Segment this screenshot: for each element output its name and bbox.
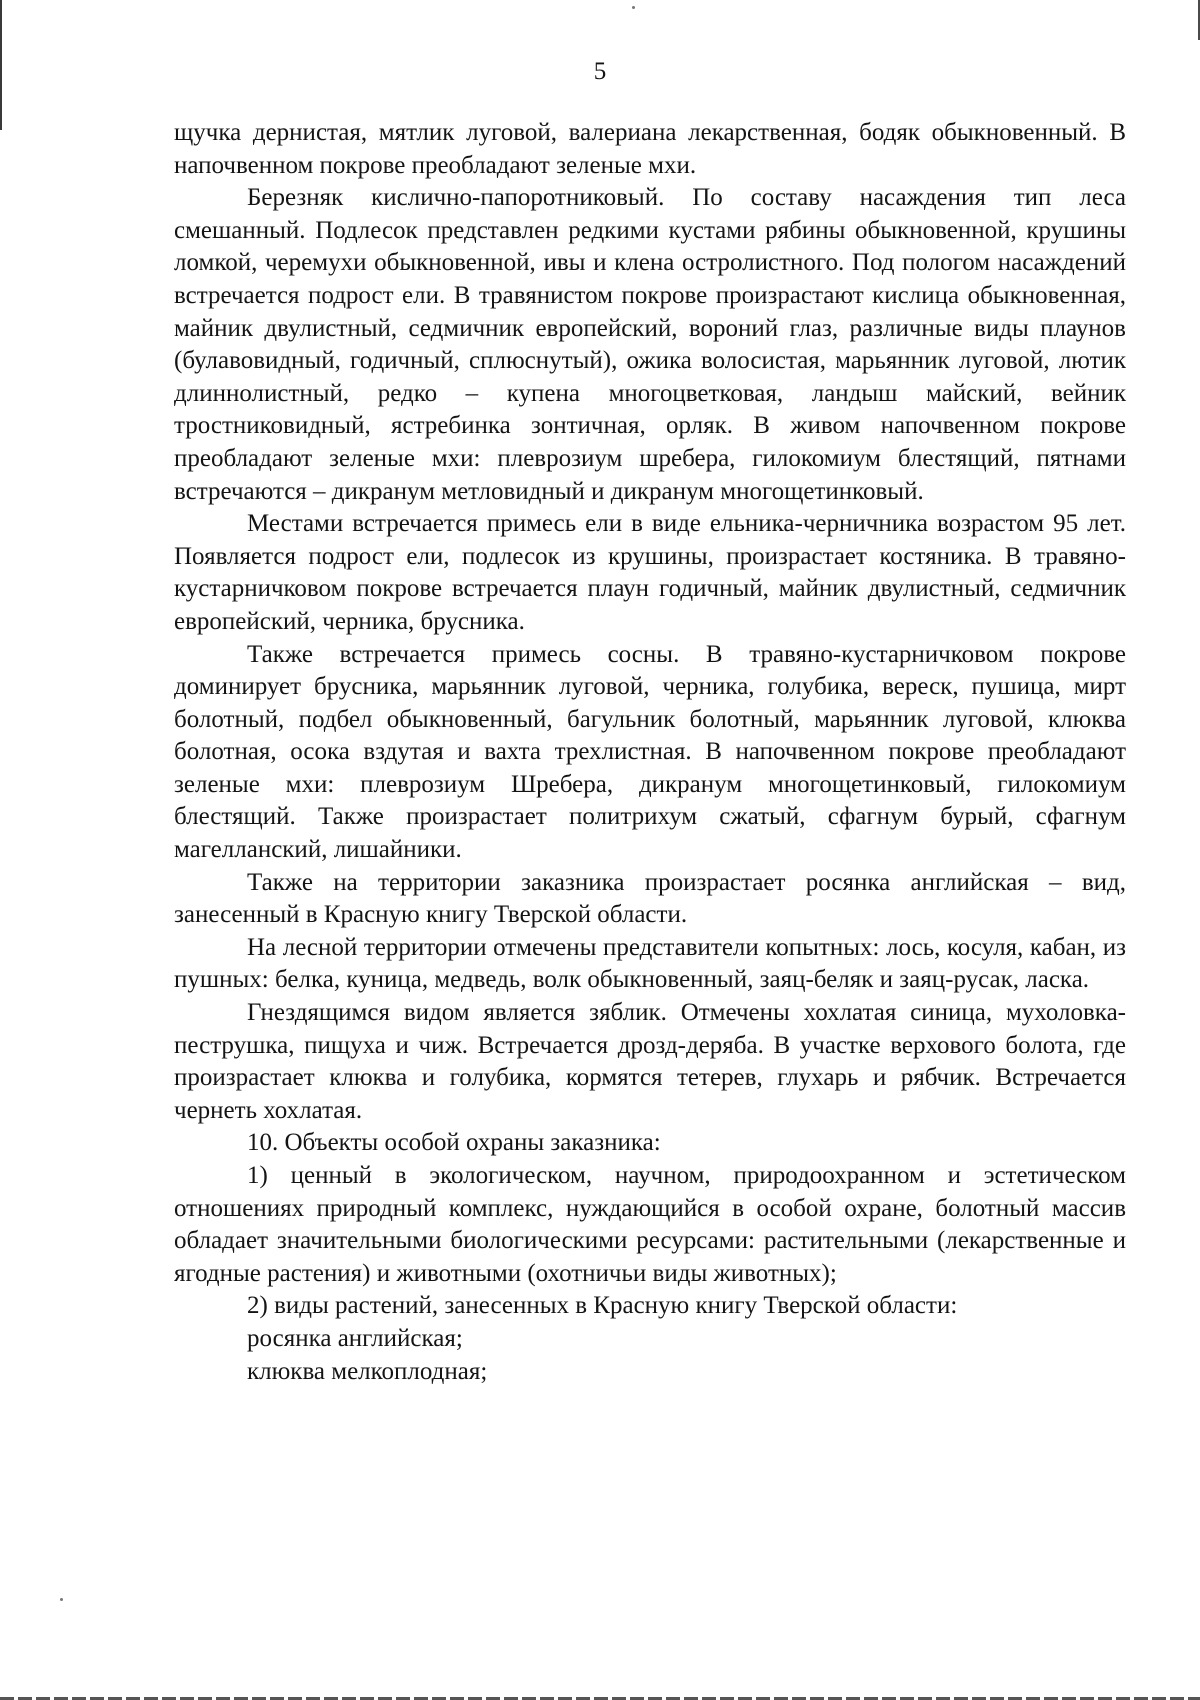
paragraph: щучка дернистая, мятлик луговой, валериана лекарственная, бодяк обыкновенный. В напочвенном покрове преобладают зеленые мхи. — [174, 119, 1126, 179]
scan-speck — [632, 6, 635, 9]
document-body — [174, 117, 1126, 1388]
scan-speck — [60, 1598, 63, 1601]
paragraph: 1) ценный в экологическом, научном, природоохранном и эстетическом отношениях природный комплекс, нуждающийся в особой охране, болотный массив обладает значительными биологическими ресурсами: растительными (лекарственные и ягодные растения) и животными (охотничьи виды животных); — [174, 1162, 1126, 1287]
list-item: клюква мелкоплодная; — [247, 1357, 488, 1385]
paragraph: Гнездящимся видом является зяблик. Отмечены хохлатая синица, мухоловка-пеструшка, пищуха и чиж. Встречается дрозд-деряба. В участке верхового болота, где произрастает клюква и голубика, кормятся тетерев, глухарь и рябчик. Встречается чернеть хохлатая. — [174, 999, 1126, 1124]
list-item: росянка английская; — [247, 1324, 463, 1352]
list-item: 2) виды растений, занесенных в Красную книгу Тверской области: — [247, 1292, 958, 1320]
paragraph: Местами встречается примесь ели в виде ельника-черничника возрастом 95 лет. Появляется подрост ели, подлесок из крушины, произрастает костяника. В травяно-кустарничковом покрове встречается плаун годичный, майник двулистный, седмичник европейский, черника, брусника. — [174, 510, 1126, 635]
section-heading: 10. Объекты особой охраны заказника: — [247, 1129, 661, 1157]
page-number: 5 — [593, 58, 607, 85]
paragraph: На лесной территории отмечены представители копытных: лось, косуля, кабан, из пушных: белка, куница, медведь, волк обыкновенный, заяц-беляк и заяц-русак, ласка. — [174, 933, 1126, 994]
paragraph: Также на территории заказника произрастает росянка английская – вид, занесенный в Красную книгу Тверской области. — [174, 868, 1126, 929]
paragraph: Также встречается примесь сосны. В травяно-кустарничковом покрове доминирует брусника, марьянник луговой, черника, голубика, вереск, пушица, мирт болотный, подбел обыкновенный, багульник болотный, марьянник луговой, клюква болотная, осока вздутая и вахта трехлистная. В напочвенном покрове преобладают зеленые мхи: плеврозиум Шребера, дикранум многощетинковый, гилокомиум блестящий. Также произрастает политрихум сжатый, сфагнум бурый, сфагнум магелланский, лишайники. — [174, 640, 1126, 864]
paragraph: Березняк кислично-папоротниковый. По составу насаждения тип леса смешанный. Подлесок представлен редкими кустами рябины обыкновенной, крушины ломкой, черемухи обыкновенной, ивы и клена остролистного. Под пологом насаждений встречается подрост ели. В травянистом покрове произрастают кислица обыкновенная, майник двулистный, седмичник европейский, вороний глаз, различные виды плаунов (булавовидный, годичный, сплюснутый), ожика волосистая, марьянник луговой, лютик длиннолистный, редко – купена многоцветковая, ландыш майский, вейник тростниковидный, ястребинка зонтичная, орляк. В живом напочвенном покрове преобладают зеленые мхи: плеврозиум шребера, гилокомиум блестящий, пятнами встречаются – дикранум метловидный и дикранум многощетинковый. — [174, 184, 1126, 505]
